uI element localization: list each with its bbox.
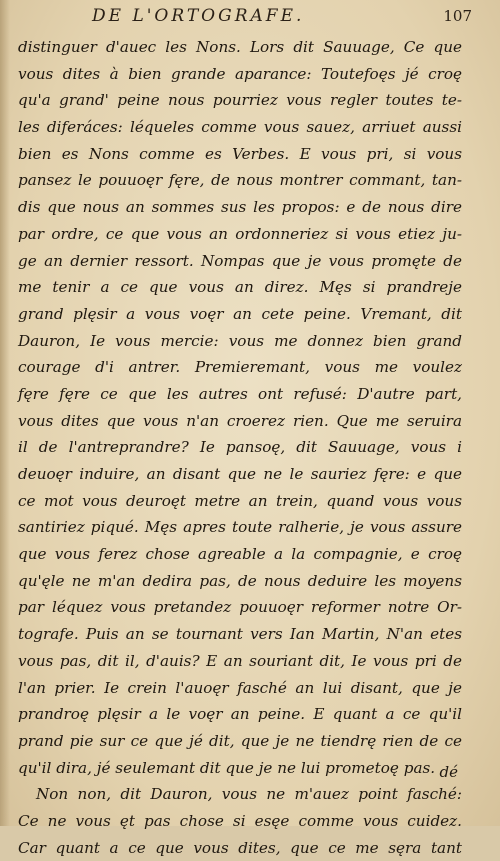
text-line: l'an prier. Ie crein l'auoęr fasché an lui disant, que je (18, 678, 462, 697)
text-line: grand plęsir a vous voęr an cete peine. Vremant, dit (18, 304, 462, 323)
page-number: 107 (443, 7, 472, 25)
text-line: vous dites que vous n'an croerez rien. Que me seruira (18, 411, 462, 430)
text-line: prandroę plęsir a le voęr an peine. E quant a ce qu'il (18, 705, 462, 724)
text-line: qu'a grand' peine nous pourriez vous regler toutes te- (18, 91, 462, 110)
text-line: pansez le pouuoęr fęre, de nous montrer commant, tan- (18, 171, 462, 190)
page-gutter (0, 0, 10, 826)
text-line: bien es Nons comme es Verbes. E vous pri, si vous (18, 144, 462, 163)
text-line: les diferáces: léqueles comme vous sauez, arriuet aussi (18, 118, 462, 137)
text-line: prand pie sur ce que jé dit, que je ne tiendrę rien de ce (18, 731, 462, 750)
running-head (0, 6, 500, 30)
text-line: distinguer d'auec les Nons. Lors dit Sauuage, Ce que (18, 38, 462, 56)
text-line: deuoęr induire, an disant que ne le sauriez fęre: e que (18, 465, 462, 483)
text-line: dis que nous an sommes sus les propos: e de nous dire (18, 198, 462, 217)
text-line: Car quant a ce que vous dites, que ce me sęra tant (18, 838, 462, 857)
text-line: ce mot vous deuroęt metre an trein, quand vous vous (18, 491, 462, 510)
text-line: me tenir a ce que vous an direz. Męs si prandreje (18, 278, 462, 297)
text-line: vous dites à bien grande aparance: Toutefoęs jé croę (18, 64, 462, 83)
text-line: par léquez vous pretandez pouuoęr reformer notre Or- (18, 598, 462, 617)
catchword: dé (439, 763, 458, 781)
text-line: Dauron, Ie vous mercie: vous me donnez bien grand (18, 331, 462, 350)
text-line: tografe. Puis an se tournant vers Ian Martin, N'an etes (18, 625, 462, 644)
text-line: ge an dernier ressort. Nompas que je vous promęte de (18, 251, 462, 270)
text-line: vous pas, dit il, d'auis? E an souriant dit, Ie vous pri de (18, 651, 462, 670)
text-line: fęre fęre ce que les autres ont refusé: D'autre part, (18, 384, 462, 403)
text-line: santiriez piqué. Męs apres toute ralherie, je vous assure (18, 518, 462, 537)
text-line: Ce ne vous ęt pas chose si esęe comme vous cuidez. (18, 811, 462, 830)
text-line: qu'il dira, jé seulemant dit que je ne lui prometoę pas. (18, 758, 436, 777)
text-line: que vous ferez chose agreable a la compagnie, e croę (18, 545, 462, 564)
text-line: courage d'i antrer. Premieremant, vous me voulez (18, 358, 462, 377)
text-line: par ordre, ce que vous an ordonneriez si vous etiez ju- (18, 224, 462, 243)
text-block (18, 34, 462, 861)
text-line: Non non, dit Dauron, vous ne m'auez point fasché: (36, 785, 462, 804)
text-line: il de l'antreprandre? Ie pansoę, dit Sauuage, vous i (18, 438, 462, 457)
text-line: qu'ęle ne m'an dedira pas, de nous deduire les moyens (18, 571, 462, 590)
running-head-title: DE L'ORTOGRAFE. (92, 6, 305, 26)
